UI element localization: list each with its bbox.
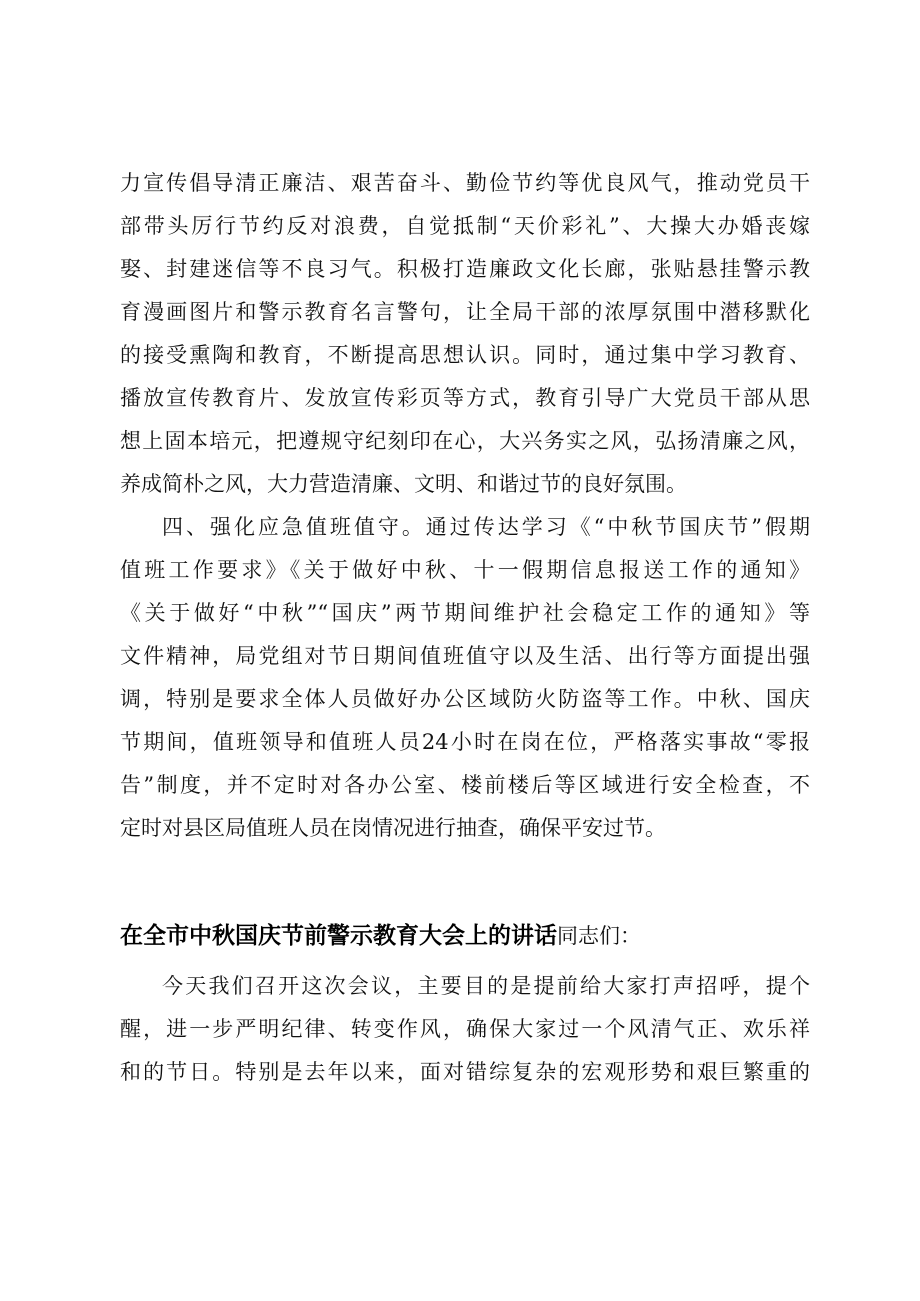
paragraph-line: 调，特别是要求全体人员做好办公区域防火防盗等工作。中秋、国庆 xyxy=(120,687,810,711)
speech-body-section xyxy=(120,965,810,1094)
paragraph-line: 四、强化应急值班值守。通过传达学习《“中秋节国庆节”假期 xyxy=(162,515,810,539)
paragraph-line: 值班工作要求》《关于做好中秋、十一假期信息报送工作的通知》 xyxy=(120,558,810,582)
paragraph-line: 《关于做好“中秋”“国庆”两节期间维护社会稳定工作的通知》等 xyxy=(120,601,810,625)
paragraph-line: 部带头厉行节约反对浪费，自觉抵制“天价彩礼”、大操大办婚丧嫁 xyxy=(120,214,810,238)
paragraph-line: 定时对县区局值班人员在岗情况进行抽查，确保平安过节。 xyxy=(120,816,666,840)
paragraph-line: 节期间，值班领导和值班人员24小时在岗在位，严格落实事故“零报 xyxy=(120,730,810,754)
salutation: 同志们： xyxy=(557,924,641,948)
paragraph-line: 文件精神，局党组对节日期间值班值守以及生活、出行等方面提出强 xyxy=(120,644,810,668)
body-text-section xyxy=(120,162,810,850)
paragraph-line: 和的节日。特别是去年以来，面对错综复杂的宏观形势和艰巨繁重的 xyxy=(120,1060,810,1084)
paragraph-line: 告”制度，并不定时对各办公室、楼前楼后等区域进行安全检查，不 xyxy=(120,773,810,797)
paragraph-line: 播放宣传教育片、发放宣传彩页等方式，教育引导广大党员干部从思 xyxy=(120,386,810,410)
paragraph-line: 育漫画图片和警示教育名言警句，让全局干部的浓厚氛围中潜移默化 xyxy=(120,300,810,324)
speech-heading xyxy=(120,913,641,959)
paragraph-line: 今天我们召开这次会议，主要目的是提前给大家打声招呼，提个 xyxy=(162,974,810,998)
paragraph-line: 醒，进一步严明纪律、转变作风，确保大家过一个风清气正、欢乐祥 xyxy=(120,1017,810,1041)
paragraph-line: 娶、封建迷信等不良习气。积极打造廉政文化长廊，张贴悬挂警示教 xyxy=(120,257,810,281)
paragraph-line: 想上固本培元，把遵规守纪刻印在心，大兴务实之风，弘扬清廉之风， xyxy=(120,429,810,453)
paragraph-line: 养成简朴之风，大力营造清廉、文明、和谐过节的良好氛围。 xyxy=(120,472,687,496)
paragraph-line: 的接受熏陶和教育，不断提高思想认识。同时，通过集中学习教育、 xyxy=(120,343,810,367)
paragraph-line: 力宣传倡导清正廉洁、艰苦奋斗、勤俭节约等优良风气，推动党员干 xyxy=(120,171,810,195)
speech-title: 在全市中秋国庆节前警示教育大会上的讲话 xyxy=(120,923,557,949)
